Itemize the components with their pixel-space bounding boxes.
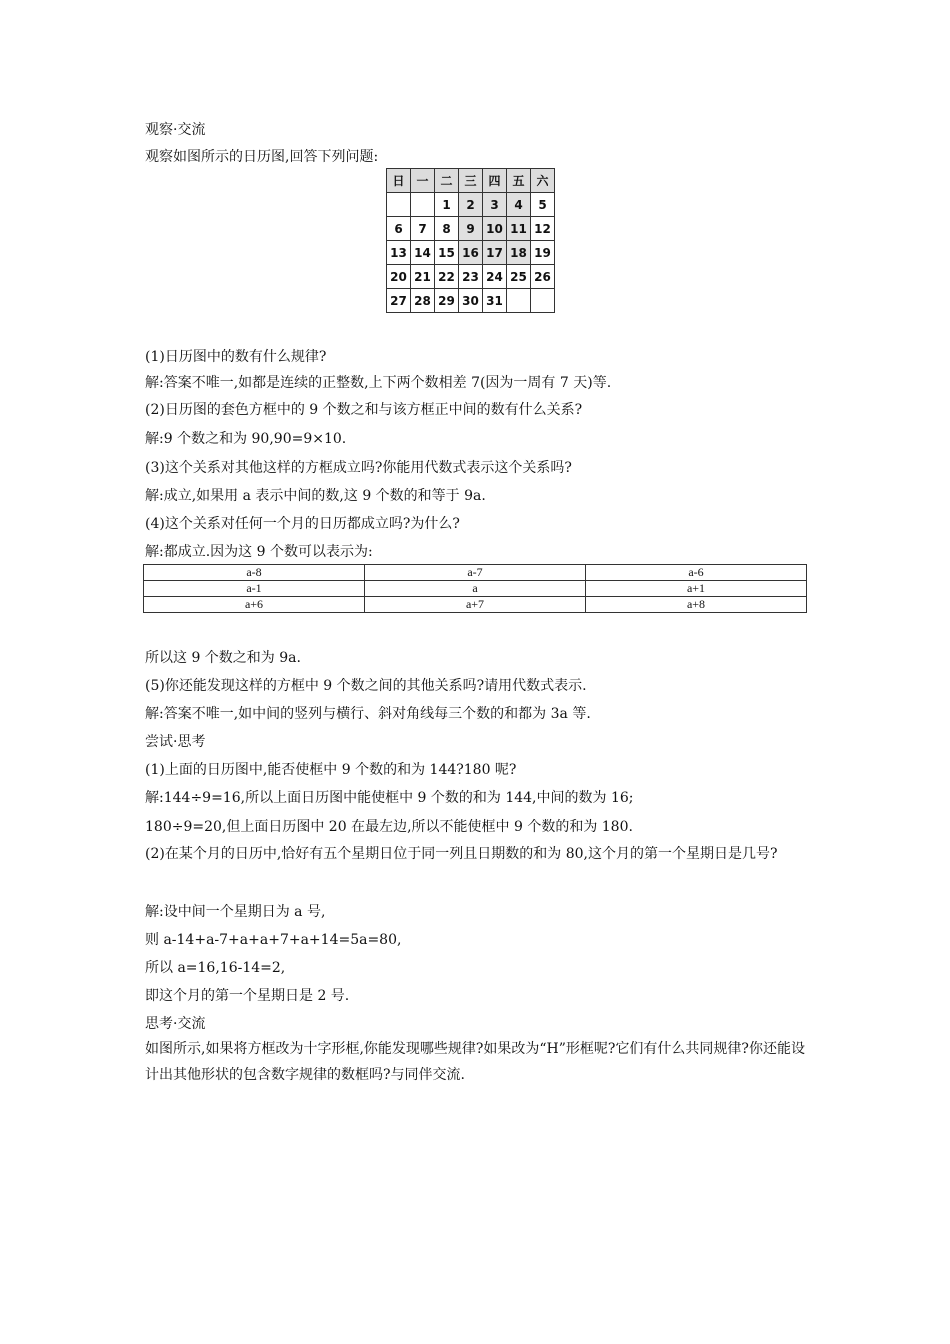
section-heading-try: 尝试·思考: [145, 734, 206, 750]
question-5: (5)你还能发现这样的方框中 9 个数之间的其他关系吗?请用代数式表示.: [145, 678, 587, 694]
question-2: (2)日历图的套色方框中的 9 个数之和与该方框正中间的数有什么关系?: [145, 402, 583, 418]
calendar-cell-highlighted: 17: [483, 241, 507, 265]
calendar-header-cell: 六: [531, 169, 555, 193]
calendar-cell: 21: [411, 265, 435, 289]
calendar-cell-highlighted: 3: [483, 193, 507, 217]
calendar-cell: 26: [531, 265, 555, 289]
calendar-cell: 22: [435, 265, 459, 289]
calendar-cell: 6: [387, 217, 411, 241]
answer-4-conclusion: 所以这 9 个数之和为 9a.: [145, 650, 301, 666]
calendar-cell-highlighted: 11: [507, 217, 531, 241]
calendar-cell: 24: [483, 265, 507, 289]
calendar-cell: 8: [435, 217, 459, 241]
calendar-cell: 14: [411, 241, 435, 265]
answer-5: 解:答案不唯一,如中间的竖列与横行、斜对角线每三个数的和都为 3a 等.: [145, 706, 591, 722]
section-heading-think: 思考·交流: [145, 1016, 206, 1032]
calendar-cell: 12: [531, 217, 555, 241]
calendar-cell: [387, 193, 411, 217]
calendar-row: [387, 289, 555, 313]
table-cell: a+6: [144, 597, 365, 613]
answer-1: 解:答案不唯一,如都是连续的正整数,上下两个数相差 7(因为一周有 7 天)等.: [145, 375, 612, 391]
calendar-table: [386, 168, 555, 313]
calendar-cell: 27: [387, 289, 411, 313]
table-cell: a+1: [586, 581, 807, 597]
calendar-cell: [507, 289, 531, 313]
question-3: (3)这个关系对其他这样的方框成立吗?你能用代数式表示这个关系吗?: [145, 460, 572, 476]
calendar-cell: [411, 193, 435, 217]
table-cell: a-1: [144, 581, 365, 597]
answer-3: 解:成立,如果用 a 表示中间的数,这 9 个数的和等于 9a.: [145, 488, 486, 504]
calendar-cell-highlighted: 9: [459, 217, 483, 241]
calendar-cell: 30: [459, 289, 483, 313]
table-cell: a: [365, 581, 586, 597]
calendar-header-cell: 五: [507, 169, 531, 193]
calendar-cell: 1: [435, 193, 459, 217]
table-cell: a+7: [365, 597, 586, 613]
calendar-cell: 7: [411, 217, 435, 241]
question-1: (1)日历图中的数有什么规律?: [145, 349, 327, 365]
answer-4: 解:都成立.因为这 9 个数可以表示为:: [145, 544, 373, 560]
question-4: (4)这个关系对任何一个月的日历都成立吗?为什么?: [145, 516, 460, 532]
calendar-row: [387, 265, 555, 289]
try-answer-2c: 所以 a=16,16-14=2,: [145, 960, 286, 976]
try-answer-1a: 解:144÷9=16,所以上面日历图中能使框中 9 个数的和为 144,中间的数为 16;: [145, 790, 634, 806]
calendar-cell: 23: [459, 265, 483, 289]
table-row: [144, 581, 807, 597]
table-row: [144, 565, 807, 581]
calendar-cell-highlighted: 18: [507, 241, 531, 265]
try-question-1: (1)上面的日历图中,能否使框中 9 个数的和为 144?180 呢?: [145, 762, 517, 778]
table-cell: a-7: [365, 565, 586, 581]
intro-text: 观察如图所示的日历图,回答下列问题:: [145, 149, 379, 165]
calendar-cell: 13: [387, 241, 411, 265]
try-question-2: (2)在某个月的日历中,恰好有五个星期日位于同一列且日期数的和为 80,这个月的第一个星期日是几号?: [145, 846, 778, 862]
calendar-cell: [531, 289, 555, 313]
calendar-row: [387, 193, 555, 217]
calendar-cell-highlighted: 4: [507, 193, 531, 217]
calendar-header-cell: 四: [483, 169, 507, 193]
table-cell: a-8: [144, 565, 365, 581]
final-paragraph: 如图所示,如果将方框改为十字形框,你能发现哪些规律?如果改为“H”形框呢?它们有什么共同规律?你还能设计出其他形状的包含数字规律的数框吗?与同伴交流.: [145, 1041, 805, 1083]
calendar-cell: 19: [531, 241, 555, 265]
nine-number-table: [143, 564, 807, 613]
try-answer-2a: 解:设中间一个星期日为 a 号,: [145, 904, 326, 920]
calendar-cell: 28: [411, 289, 435, 313]
calendar-cell: 29: [435, 289, 459, 313]
calendar-cell-highlighted: 2: [459, 193, 483, 217]
calendar-header-row: [387, 169, 555, 193]
calendar-cell-highlighted: 16: [459, 241, 483, 265]
calendar-cell: 31: [483, 289, 507, 313]
try-answer-2d: 即这个月的第一个星期日是 2 号.: [145, 988, 350, 1004]
calendar-header-cell: 二: [435, 169, 459, 193]
calendar-row: [387, 217, 555, 241]
calendar-cell: 5: [531, 193, 555, 217]
calendar-row: [387, 241, 555, 265]
calendar-cell: 15: [435, 241, 459, 265]
try-answer-1b: 180÷9=20,但上面日历图中 20 在最左边,所以不能使框中 9 个数的和为 180.: [145, 819, 633, 835]
section-heading-observe: 观察·交流: [145, 122, 206, 138]
try-answer-2b: 则 a-14+a-7+a+a+7+a+14=5a=80,: [145, 932, 402, 948]
calendar-cell-highlighted: 10: [483, 217, 507, 241]
calendar-cell: 25: [507, 265, 531, 289]
answer-2: 解:9 个数之和为 90,90=9×10.: [145, 431, 347, 447]
calendar-header-cell: 日: [387, 169, 411, 193]
table-row: [144, 597, 807, 613]
calendar-header-cell: 一: [411, 169, 435, 193]
calendar-header-cell: 三: [459, 169, 483, 193]
table-cell: a-6: [586, 565, 807, 581]
calendar-cell: 20: [387, 265, 411, 289]
table-cell: a+8: [586, 597, 807, 613]
